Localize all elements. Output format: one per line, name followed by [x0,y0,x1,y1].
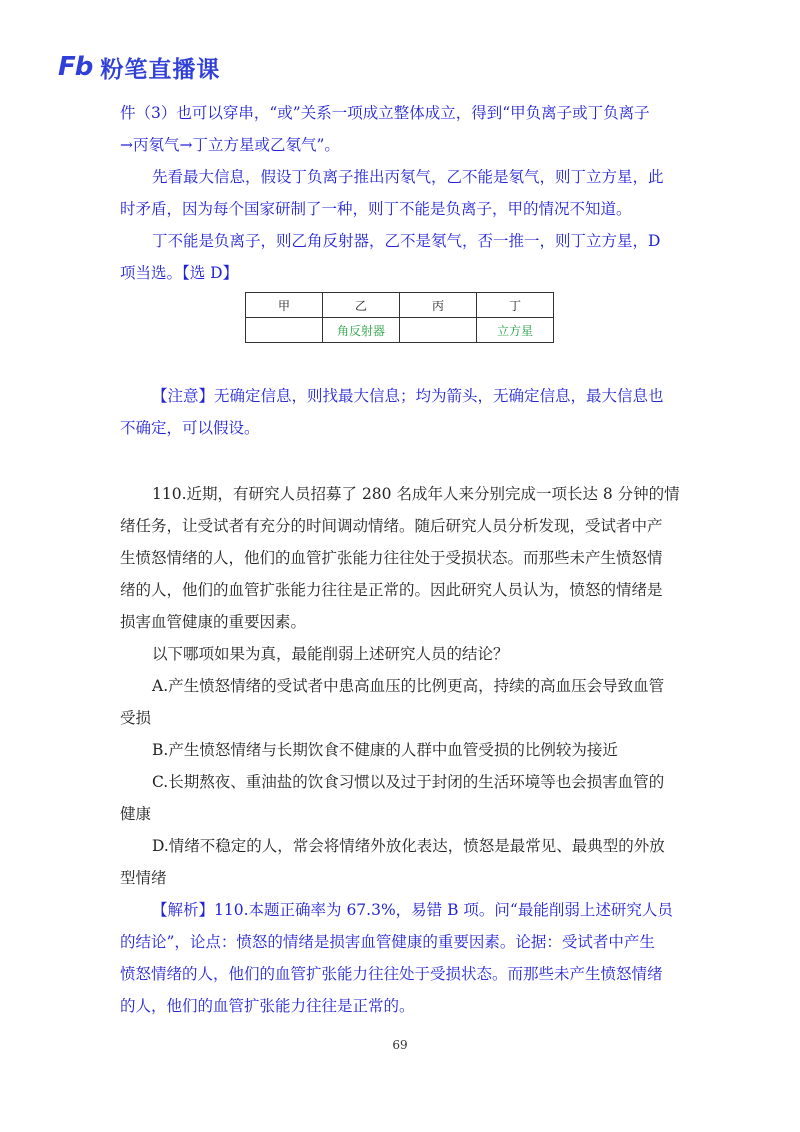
page-number: 69 [392,1038,408,1052]
table-cell: 立方星 [477,318,554,343]
brand-name: 粉笔直播课 [100,56,221,83]
question-line: 绪的人，他们的血管扩张能力往往是正常的。因此研究人员认为，愤怒的情绪是 [120,581,663,599]
option-d: D.情绪不稳定的人，常会将情绪外放化表达，愤怒是最常见、最典型的外放 [152,837,665,855]
question-line: 生愤怒情绪的人，他们的血管扩张能力往往处于受损状态。而那些未产生愤怒情 [120,549,663,567]
analysis-line: 愤怒情绪的人，他们的血管扩张能力往往处于受损状态。而那些未产生愤怒情绪 [120,965,663,983]
table-header-cell: 丁 [477,293,554,318]
question-prompt: 以下哪项如果为真，最能削弱上述研究人员的结论？ [152,645,509,663]
explanation-line: 时矛盾，因为每个国家研制了一种，则丁不能是负离子，甲的情况不知道。 [120,200,632,218]
note-line: 不确定，可以假设。 [120,419,260,437]
option-a: A.产生愤怒情绪的受试者中患高血压的比例更高，持续的高血压会导致血管 [152,677,665,695]
explanation-line: 丁不能是负离子，则乙角反射器，乙不是氡气，否一推一，则丁立方星，D [152,232,661,250]
brand-logo [58,52,220,82]
table-header-row [246,293,554,318]
explanation-line: 先看最大信息，假设丁负离子推出丙氡气，乙不能是氡气，则丁立方星，此 [152,168,664,186]
option-b: B.产生愤怒情绪与长期饮食不健康的人群中血管受损的比例较为接近 [152,741,618,759]
table-cell [246,318,323,343]
logo-mark: Fb [58,52,93,82]
option-c-cont: 健康 [120,805,152,823]
explanation-line: 项当选。【选 D】 [120,264,239,282]
question-line: 110.近期，有研究人员招募了 280 名成年人来分别完成一项长达 8 分钟的情 [152,485,680,503]
explanation-line: →丙氡气→丁立方星或乙氡气”。 [120,136,340,154]
question-line: 绪任务，让受试者有充分的时间调动情绪。随后研究人员分析发现，受试者中产 [120,517,663,535]
table-header-cell: 丙 [400,293,477,318]
option-d-cont: 型情绪 [120,869,167,887]
reasoning-table [245,292,554,343]
table-cell [400,318,477,343]
explanation-line: 件（3）也可以穿串，“或”关系一项成立整体成立，得到“甲负离子或丁负离子 [120,104,650,122]
table-header-cell: 甲 [246,293,323,318]
note-line: 【注意】无确定信息，则找最大信息；均为箭头，无确定信息，最大信息也 [152,387,664,405]
option-a-cont: 受损 [120,709,152,727]
option-c: C.长期熬夜、重油盐的饮食习惯以及过于封闭的生活环境等也会损害血管的 [152,773,665,791]
table-header-cell: 乙 [323,293,400,318]
analysis-line: 的结论”，论点：愤怒的情绪是损害血管健康的重要因素。论据：受试者中产生 [120,933,655,951]
analysis-line: 的人，他们的血管扩张能力往往是正常的。 [120,997,415,1015]
table-row [246,318,554,343]
question-line: 损害血管健康的重要因素。 [120,613,307,631]
analysis-line: 【解析】110.本题正确率为 67.3%，易错 B 项。问“最能削弱上述研究人员 [152,901,673,919]
table-cell: 角反射器 [323,318,400,343]
